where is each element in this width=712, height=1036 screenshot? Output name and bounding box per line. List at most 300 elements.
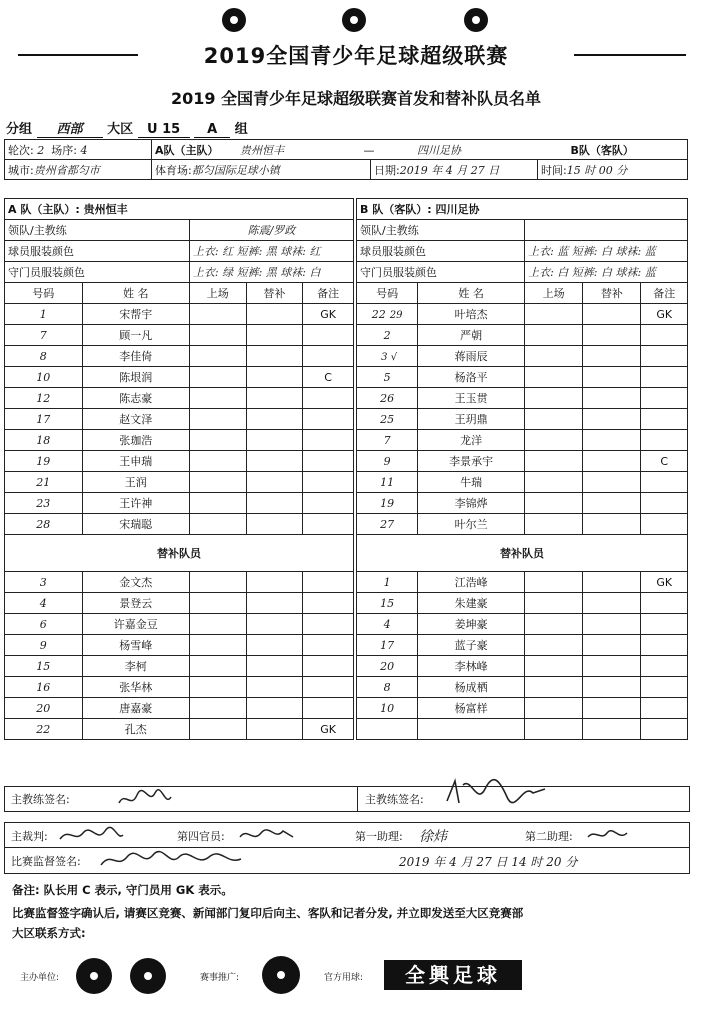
player-number bbox=[5, 514, 83, 535]
group-region: 西部 bbox=[37, 118, 103, 138]
player-note-text: C bbox=[660, 454, 669, 468]
player-name-text: 朱建豪 bbox=[454, 597, 488, 610]
match-info-table bbox=[4, 139, 688, 180]
player-number-text: 3 bbox=[39, 575, 47, 589]
player-number bbox=[357, 325, 418, 346]
player-number-text: 2 bbox=[383, 328, 391, 342]
player-number bbox=[357, 346, 418, 367]
player-number-text: 10 bbox=[380, 701, 395, 715]
ball-brand: 全興足球 bbox=[384, 960, 522, 990]
played-cell bbox=[525, 430, 583, 451]
supervisor-label: 比赛监督签名: bbox=[11, 855, 81, 868]
player-number bbox=[5, 656, 83, 677]
player-note-text: GK bbox=[320, 307, 336, 321]
player-number-text: 19 bbox=[380, 496, 395, 510]
player-name-text: 顾一凡 bbox=[119, 329, 153, 342]
player-name-text: 赵文泽 bbox=[119, 413, 153, 426]
group-line bbox=[6, 118, 248, 138]
note-line-3: 大区联系方式: bbox=[12, 926, 86, 940]
player-name bbox=[82, 572, 189, 593]
player-note bbox=[303, 430, 354, 451]
player-name bbox=[418, 346, 525, 367]
player-name bbox=[418, 593, 525, 614]
player-name bbox=[82, 719, 189, 740]
player-note bbox=[641, 472, 688, 493]
player-row bbox=[357, 698, 688, 719]
player-note bbox=[641, 677, 688, 698]
note-line-2: 比赛监督签字确认后, 请赛区竞赛、新闻部门复印后向主、客队和记者分发, 并立即发送至大区竞赛部 bbox=[12, 906, 524, 920]
player-note bbox=[641, 493, 688, 514]
sub-cell bbox=[246, 304, 303, 325]
played-cell bbox=[189, 656, 246, 677]
player-number-text: 9 bbox=[383, 454, 391, 468]
ar2-label: 第二助理: bbox=[525, 830, 573, 843]
player-name bbox=[418, 572, 525, 593]
team-a-gk-kit: 上衣: 绿 短裤: 黑 球袜: 白 bbox=[189, 262, 353, 283]
player-note bbox=[303, 472, 354, 493]
played-cell bbox=[189, 346, 246, 367]
organizer-logo-2 bbox=[342, 8, 366, 32]
teams-cell bbox=[152, 140, 688, 160]
player-row bbox=[5, 346, 354, 367]
player-number-text: 8 bbox=[383, 680, 391, 694]
player-name-text: 陈志豪 bbox=[119, 392, 153, 405]
team-b-subs-head: 替补队员 bbox=[357, 535, 688, 572]
player-name bbox=[82, 367, 189, 388]
player-number bbox=[5, 593, 83, 614]
player-name-text: 唐嘉豪 bbox=[119, 702, 153, 715]
player-number-text: 16 bbox=[36, 680, 51, 694]
player-row bbox=[5, 572, 354, 593]
player-note bbox=[641, 367, 688, 388]
group-age: U 15 bbox=[138, 122, 190, 138]
team-b-coach-signature bbox=[441, 775, 551, 809]
player-row bbox=[5, 304, 354, 325]
player-row bbox=[5, 409, 354, 430]
player-row bbox=[5, 677, 354, 698]
sub-cell bbox=[583, 719, 641, 740]
sub-cell bbox=[583, 514, 641, 535]
played-cell bbox=[189, 698, 246, 719]
team-a-leader: 陈震/罗政 bbox=[189, 220, 353, 241]
player-name-text: 李锦烨 bbox=[454, 497, 488, 510]
player-note bbox=[641, 656, 688, 677]
player-name bbox=[82, 325, 189, 346]
player-note bbox=[303, 325, 354, 346]
player-name-text: 李景承宇 bbox=[449, 455, 494, 468]
coach-sign-row bbox=[4, 786, 690, 812]
player-name-text: 杨雪峰 bbox=[119, 639, 153, 652]
team-a-label: A队（主队） bbox=[155, 143, 219, 157]
team-a-col-header bbox=[5, 283, 354, 304]
player-name-text: 张珈浩 bbox=[119, 434, 153, 447]
sub-cell bbox=[246, 325, 303, 346]
city-label: 城市: bbox=[8, 163, 34, 177]
team-a-sign-label: 主教练签名: bbox=[11, 793, 70, 806]
organizer-logo-3 bbox=[464, 8, 488, 32]
team-a-value: 贵州恒丰 bbox=[240, 143, 285, 157]
player-name-text: 叶培杰 bbox=[454, 308, 488, 321]
player-number bbox=[5, 493, 83, 514]
player-note bbox=[641, 593, 688, 614]
team-a-coach-signature bbox=[115, 787, 175, 811]
player-note bbox=[303, 514, 354, 535]
player-number bbox=[357, 677, 418, 698]
player-row bbox=[357, 346, 688, 367]
player-name bbox=[418, 409, 525, 430]
player-name-text: 叶尔兰 bbox=[454, 518, 488, 531]
note-line-1: 备注: 队长用 C 表示, 守门员用 GK 表示。 bbox=[12, 883, 233, 897]
fourth-official-signature bbox=[237, 825, 297, 845]
referee-label: 主裁判: bbox=[11, 830, 48, 843]
played-cell bbox=[525, 593, 583, 614]
player-name bbox=[418, 325, 525, 346]
col-number: 号码 bbox=[357, 283, 418, 304]
host-logo-2 bbox=[130, 958, 166, 994]
played-cell bbox=[525, 493, 583, 514]
player-row bbox=[5, 325, 354, 346]
player-number-text: 7 bbox=[383, 433, 391, 447]
played-cell bbox=[189, 472, 246, 493]
col-number: 号码 bbox=[5, 283, 83, 304]
player-number-text: 12 bbox=[36, 391, 51, 405]
supervisor-signature bbox=[97, 849, 247, 871]
player-number bbox=[5, 346, 83, 367]
played-cell bbox=[525, 367, 583, 388]
footer bbox=[0, 952, 712, 1002]
player-number-text: 18 bbox=[36, 433, 51, 447]
player-name bbox=[82, 514, 189, 535]
played-cell bbox=[189, 304, 246, 325]
played-cell bbox=[525, 325, 583, 346]
group-suffix: 组 bbox=[234, 122, 248, 137]
player-number-text: 8 bbox=[39, 349, 47, 363]
sub-cell bbox=[246, 593, 303, 614]
player-name bbox=[82, 698, 189, 719]
player-number-text: 28 bbox=[36, 517, 51, 531]
player-number bbox=[5, 614, 83, 635]
player-name-text: 蒋雨辰 bbox=[454, 350, 488, 363]
player-note bbox=[303, 367, 354, 388]
player-name bbox=[418, 472, 525, 493]
player-name-text: 景登云 bbox=[119, 597, 153, 610]
player-number-text: 6 bbox=[39, 617, 47, 631]
player-name-text: 宋瑞聪 bbox=[119, 518, 153, 531]
player-number-text: 15 bbox=[380, 596, 395, 610]
col-note: 备注 bbox=[641, 283, 688, 304]
ar1-value: 徐炜 bbox=[419, 829, 447, 845]
player-row bbox=[357, 325, 688, 346]
played-cell bbox=[189, 593, 246, 614]
player-note bbox=[303, 677, 354, 698]
player-note bbox=[641, 430, 688, 451]
played-cell bbox=[525, 656, 583, 677]
player-number-text: 17 bbox=[380, 638, 395, 652]
player-note bbox=[303, 346, 354, 367]
col-name: 姓 名 bbox=[82, 283, 189, 304]
sub-cell bbox=[246, 346, 303, 367]
player-number bbox=[357, 472, 418, 493]
player-note-text: GK bbox=[656, 575, 673, 589]
played-cell bbox=[189, 719, 246, 740]
player-row bbox=[5, 472, 354, 493]
sub-cell bbox=[583, 593, 641, 614]
player-name-text: 王许神 bbox=[119, 497, 153, 510]
sub-cell bbox=[246, 656, 303, 677]
team-a-kit: 上衣: 红 短裤: 黑 球袜: 红 bbox=[189, 241, 353, 262]
col-name: 姓 名 bbox=[418, 283, 525, 304]
date-label: 日期: bbox=[374, 163, 400, 177]
date-value: 2019 年 4 月 27 日 bbox=[399, 163, 500, 177]
player-number-text: 19 bbox=[36, 454, 51, 468]
player-row bbox=[5, 719, 354, 740]
player-number-text: 27 bbox=[380, 517, 395, 531]
player-name bbox=[418, 656, 525, 677]
player-note bbox=[641, 346, 688, 367]
player-number-text: 4 bbox=[383, 617, 391, 631]
page-title: 2019全国青少年足球超级联赛 bbox=[203, 44, 509, 68]
player-row bbox=[5, 635, 354, 656]
sub-cell bbox=[583, 698, 641, 719]
handwritten-mark: 29 bbox=[389, 309, 403, 321]
sub-cell bbox=[583, 388, 641, 409]
host-label: 主办单位: bbox=[20, 973, 60, 983]
player-name-text: 许嘉金豆 bbox=[113, 618, 158, 631]
played-cell bbox=[189, 325, 246, 346]
player-row bbox=[357, 514, 688, 535]
player-note bbox=[641, 614, 688, 635]
time-label: 时间: bbox=[541, 163, 567, 177]
played-cell bbox=[189, 409, 246, 430]
referee-signature bbox=[57, 825, 127, 845]
player-note bbox=[641, 572, 688, 593]
player-note bbox=[303, 409, 354, 430]
player-note bbox=[641, 325, 688, 346]
match-info-row-1 bbox=[5, 140, 688, 160]
page-subtitle: 2019 全国青少年足球超级联赛首发和替补队员名单 bbox=[170, 89, 542, 108]
round-label: 轮次: bbox=[8, 143, 34, 157]
player-name bbox=[82, 451, 189, 472]
team-b-label: B队（客队） bbox=[570, 143, 634, 157]
team-a-subs-head: 替补队员 bbox=[5, 535, 354, 572]
player-name-text: 杨洛平 bbox=[454, 371, 488, 384]
sub-cell bbox=[583, 325, 641, 346]
player-number bbox=[5, 719, 83, 740]
sub-cell bbox=[583, 346, 641, 367]
player-number-text: 15 bbox=[36, 659, 51, 673]
player-name bbox=[82, 388, 189, 409]
venue-value: 都匀国际足球小镇 bbox=[191, 163, 280, 177]
team-a-head: A 队（主队）: 贵州恒丰 bbox=[5, 199, 354, 220]
sub-cell bbox=[583, 614, 641, 635]
handwritten-mark: 3 √ bbox=[381, 351, 398, 363]
sub-cell bbox=[246, 367, 303, 388]
player-note bbox=[641, 409, 688, 430]
player-number-text: 11 bbox=[380, 475, 395, 489]
fourth-official-label: 第四官员: bbox=[177, 830, 225, 843]
sub-cell bbox=[583, 472, 641, 493]
player-number-text: 9 bbox=[39, 638, 47, 652]
player-name-text: 王申瑞 bbox=[119, 455, 153, 468]
team-b-value: 四川足协 bbox=[417, 143, 462, 157]
player-row bbox=[357, 635, 688, 656]
player-name-text: 王玥鼎 bbox=[454, 413, 488, 426]
player-name bbox=[82, 430, 189, 451]
player-row bbox=[5, 388, 354, 409]
player-number bbox=[357, 572, 418, 593]
player-note bbox=[303, 698, 354, 719]
player-number-text: 1 bbox=[383, 575, 391, 589]
player-number bbox=[357, 388, 418, 409]
player-number bbox=[5, 388, 83, 409]
player-note bbox=[303, 614, 354, 635]
team-b-sign-label: 主教练签名: bbox=[365, 793, 424, 806]
played-cell bbox=[525, 346, 583, 367]
played-cell bbox=[525, 388, 583, 409]
player-number-text: 22 bbox=[36, 722, 51, 736]
player-name-text: 蓝子豪 bbox=[454, 639, 488, 652]
team-b-head: B 队（客队）: 四川足协 bbox=[357, 199, 688, 220]
player-name bbox=[82, 656, 189, 677]
team-a-leader-label: 领队/主教练 bbox=[5, 220, 190, 241]
player-row bbox=[5, 656, 354, 677]
time-value: 15 时 00 分 bbox=[566, 163, 628, 177]
player-number bbox=[357, 514, 418, 535]
player-name-text: 陈垠润 bbox=[119, 371, 153, 384]
sub-cell bbox=[583, 493, 641, 514]
sub-cell bbox=[246, 719, 303, 740]
played-cell bbox=[525, 451, 583, 472]
player-note bbox=[641, 514, 688, 535]
player-number-text: 25 bbox=[380, 412, 395, 426]
player-name bbox=[82, 409, 189, 430]
sub-cell bbox=[246, 677, 303, 698]
player-row bbox=[5, 451, 354, 472]
team-a-gk-kit-label: 守门员服装颜色 bbox=[5, 262, 190, 283]
player-name bbox=[82, 304, 189, 325]
col-note: 备注 bbox=[303, 283, 354, 304]
player-row bbox=[357, 677, 688, 698]
player-number bbox=[5, 572, 83, 593]
player-number bbox=[357, 635, 418, 656]
player-number bbox=[5, 304, 83, 325]
team-a-roster bbox=[4, 198, 354, 740]
player-name-text: 杨成栖 bbox=[454, 681, 488, 694]
player-number bbox=[5, 430, 83, 451]
col-sub: 替补 bbox=[583, 283, 641, 304]
player-name bbox=[418, 514, 525, 535]
sub-cell bbox=[583, 304, 641, 325]
sub-cell bbox=[583, 367, 641, 388]
player-note bbox=[303, 493, 354, 514]
col-sub: 替补 bbox=[246, 283, 303, 304]
player-number bbox=[357, 430, 418, 451]
played-cell bbox=[189, 451, 246, 472]
player-number-text: 4 bbox=[39, 596, 47, 610]
player-row bbox=[357, 656, 688, 677]
sub-cell bbox=[246, 388, 303, 409]
player-number bbox=[357, 367, 418, 388]
played-cell bbox=[525, 677, 583, 698]
player-note-text: GK bbox=[320, 722, 336, 736]
ar1-label: 第一助理: bbox=[355, 830, 403, 843]
player-note bbox=[303, 656, 354, 677]
player-name-text: 严朝 bbox=[460, 329, 483, 342]
title-rule-right bbox=[574, 54, 686, 56]
played-cell bbox=[189, 388, 246, 409]
player-note bbox=[303, 593, 354, 614]
title-rule-left bbox=[18, 54, 138, 56]
sub-cell bbox=[583, 430, 641, 451]
player-name-text: 金文杰 bbox=[119, 576, 153, 589]
player-row bbox=[357, 409, 688, 430]
sub-cell bbox=[246, 493, 303, 514]
player-name bbox=[418, 430, 525, 451]
player-note bbox=[641, 719, 688, 740]
player-row bbox=[5, 514, 354, 535]
player-name bbox=[82, 472, 189, 493]
player-note bbox=[303, 719, 354, 740]
player-number-text: 20 bbox=[36, 701, 51, 715]
ar2-signature bbox=[585, 825, 631, 845]
player-note bbox=[641, 388, 688, 409]
team-b-roster bbox=[356, 198, 688, 740]
player-number bbox=[357, 698, 418, 719]
player-number bbox=[5, 409, 83, 430]
player-number bbox=[5, 635, 83, 656]
sub-cell bbox=[246, 430, 303, 451]
player-name-text: 王玉贯 bbox=[454, 392, 488, 405]
player-number bbox=[5, 677, 83, 698]
player-number bbox=[357, 614, 418, 635]
player-name bbox=[418, 451, 525, 472]
player-row bbox=[5, 493, 354, 514]
player-number bbox=[357, 409, 418, 430]
played-cell bbox=[189, 614, 246, 635]
player-note bbox=[641, 304, 688, 325]
vs-dash: — bbox=[363, 143, 375, 157]
player-note bbox=[303, 451, 354, 472]
sub-cell bbox=[246, 451, 303, 472]
player-name bbox=[82, 677, 189, 698]
played-cell bbox=[189, 430, 246, 451]
player-note bbox=[303, 304, 354, 325]
player-row bbox=[357, 572, 688, 593]
sub-cell bbox=[246, 698, 303, 719]
operator-label: 赛事推广: bbox=[200, 973, 240, 983]
player-number bbox=[5, 367, 83, 388]
sub-cell bbox=[583, 656, 641, 677]
player-number bbox=[5, 325, 83, 346]
team-b-col-header bbox=[357, 283, 688, 304]
player-row bbox=[5, 593, 354, 614]
supervisor-time: 2019 年 4 月 27 日 14 时 20 分 bbox=[399, 855, 578, 869]
partner-label: 官方用球: bbox=[324, 973, 364, 983]
played-cell bbox=[525, 719, 583, 740]
player-note bbox=[303, 635, 354, 656]
sub-cell bbox=[583, 677, 641, 698]
district-label: 大区 bbox=[107, 122, 134, 137]
player-number bbox=[5, 451, 83, 472]
sub-cell bbox=[583, 409, 641, 430]
player-name bbox=[418, 388, 525, 409]
sub-cell bbox=[246, 409, 303, 430]
team-b-kit-label: 球员服装颜色 bbox=[357, 241, 525, 262]
team-b-leader bbox=[525, 220, 688, 241]
player-row bbox=[357, 719, 688, 740]
player-name-text: 王润 bbox=[124, 476, 147, 489]
player-row bbox=[357, 304, 688, 325]
